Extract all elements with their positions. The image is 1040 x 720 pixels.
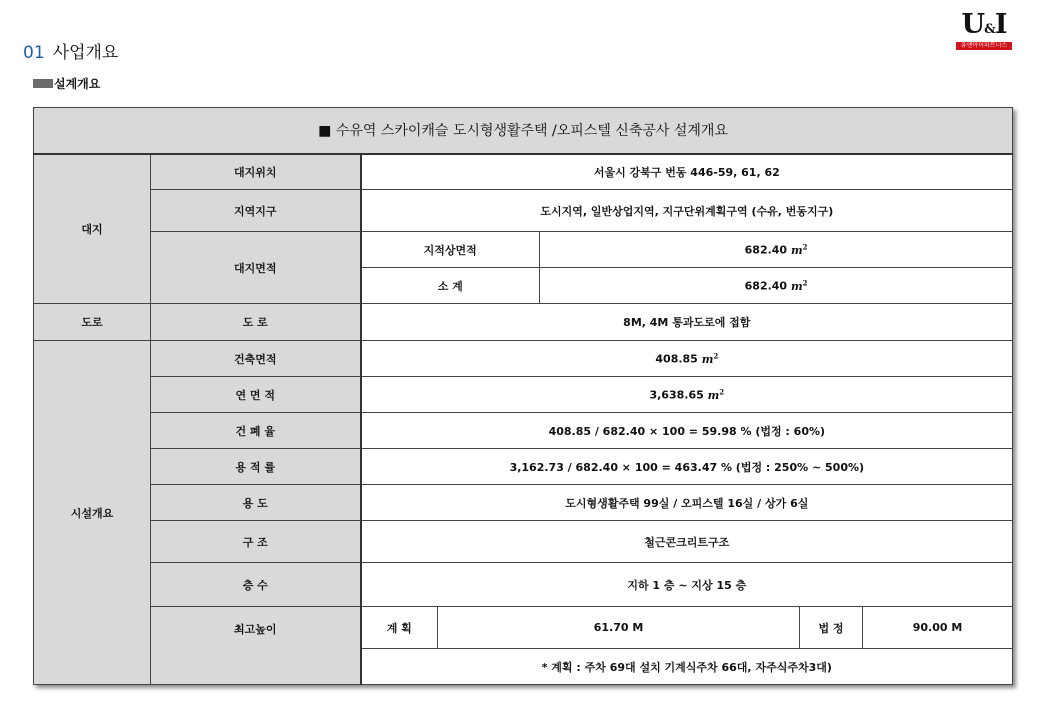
table-title: ■ 수유역 스카이캐슬 도시형생활주택 /오피스텔 신축공사 설계개요 xyxy=(34,108,1013,154)
group-label-facility: 시설개요 xyxy=(34,341,151,685)
unit-m2: $m^2$ xyxy=(707,387,725,402)
row-label: 용 도 xyxy=(151,485,361,521)
design-overview-table xyxy=(33,107,1013,685)
row-label: 건 폐 율 xyxy=(151,413,361,449)
sub-label: 지적상면적 xyxy=(361,232,540,268)
unit-m2: $m^2$ xyxy=(701,351,719,366)
row-value: 도시지역, 일반상업지역, 지구단위계획구역 (수유, 번동지구) xyxy=(361,190,1013,232)
plan-value: 61.70 M xyxy=(438,607,800,649)
row-value: 서울시 강북구 번동 446-59, 61, 62 xyxy=(361,154,1013,190)
table-row xyxy=(34,449,1013,485)
row-label: 구 조 xyxy=(151,521,361,563)
table-title-row xyxy=(34,108,1013,154)
row-label: 층 수 xyxy=(151,563,361,607)
section-number: 01 xyxy=(23,43,45,63)
table-row xyxy=(34,341,1013,377)
table-row xyxy=(34,304,1013,341)
row-value: 8M, 4M 통과도로에 접함 xyxy=(361,304,1013,341)
bar-bullet-icon xyxy=(33,79,53,88)
table-row xyxy=(34,563,1013,607)
table-row xyxy=(34,521,1013,563)
page-title xyxy=(23,38,118,63)
row-value: 철근콘크리트구조 xyxy=(361,521,1013,563)
legal-label: 법 정 xyxy=(800,607,863,649)
subsection-title: 설계개요 xyxy=(54,77,101,91)
parking-note: * 계획 : 주차 69대 설치 기계식주차 66대, 자주식주차3대) xyxy=(361,649,1013,685)
unit-m2: $m^2$ xyxy=(790,242,808,257)
area-value: 3,638.65 xyxy=(649,388,704,402)
table-row xyxy=(34,413,1013,449)
row-label: 지역지구 xyxy=(151,190,361,232)
section-title: 사업개요 xyxy=(52,43,119,63)
table-row xyxy=(34,190,1013,232)
table-row xyxy=(34,377,1013,413)
row-label: 연 면 적 xyxy=(151,377,361,413)
logo-mark: U&I xyxy=(961,9,1007,40)
row-label: 용 적 률 xyxy=(151,449,361,485)
area-value: 682.40 xyxy=(744,243,788,257)
row-label: 대지위치 xyxy=(151,154,361,190)
row-label: 건축면적 xyxy=(151,341,361,377)
plan-label: 계 획 xyxy=(361,607,438,649)
row-value xyxy=(361,377,1013,413)
subsection-heading xyxy=(33,75,100,92)
unit-m2: $m^2$ xyxy=(790,278,808,293)
row-value: 408.85 / 682.40 × 100 = 59.98 % (법정 : 60%) xyxy=(361,413,1013,449)
group-label-road: 도로 xyxy=(34,304,151,341)
group-label-site: 대지 xyxy=(34,154,151,304)
row-value xyxy=(361,341,1013,377)
row-label: 대지면적 xyxy=(151,232,361,304)
row-label: 최고높이 xyxy=(151,607,361,685)
row-value: 3,162.73 / 682.40 × 100 = 463.47 % (법정 : 250% ~ 500%) xyxy=(361,449,1013,485)
table-row xyxy=(34,485,1013,521)
row-value: 지하 1 층 ~ 지상 15 층 xyxy=(361,563,1013,607)
company-logo xyxy=(956,9,1012,50)
row-label: 도 로 xyxy=(151,304,361,341)
area-value: 682.40 xyxy=(744,279,788,293)
sub-label: 소 계 xyxy=(361,268,540,304)
table-row xyxy=(34,232,1013,268)
table-row xyxy=(34,154,1013,190)
row-value: 도시형생활주택 99실 / 오피스텔 16실 / 상가 6실 xyxy=(361,485,1013,521)
row-value xyxy=(540,232,1013,268)
row-value xyxy=(540,268,1013,304)
legal-value: 90.00 M xyxy=(863,607,1013,649)
table-row xyxy=(34,607,1013,649)
area-value: 408.85 xyxy=(655,352,698,366)
logo-subtitle: 유앤아이파트너스 xyxy=(956,42,1012,50)
